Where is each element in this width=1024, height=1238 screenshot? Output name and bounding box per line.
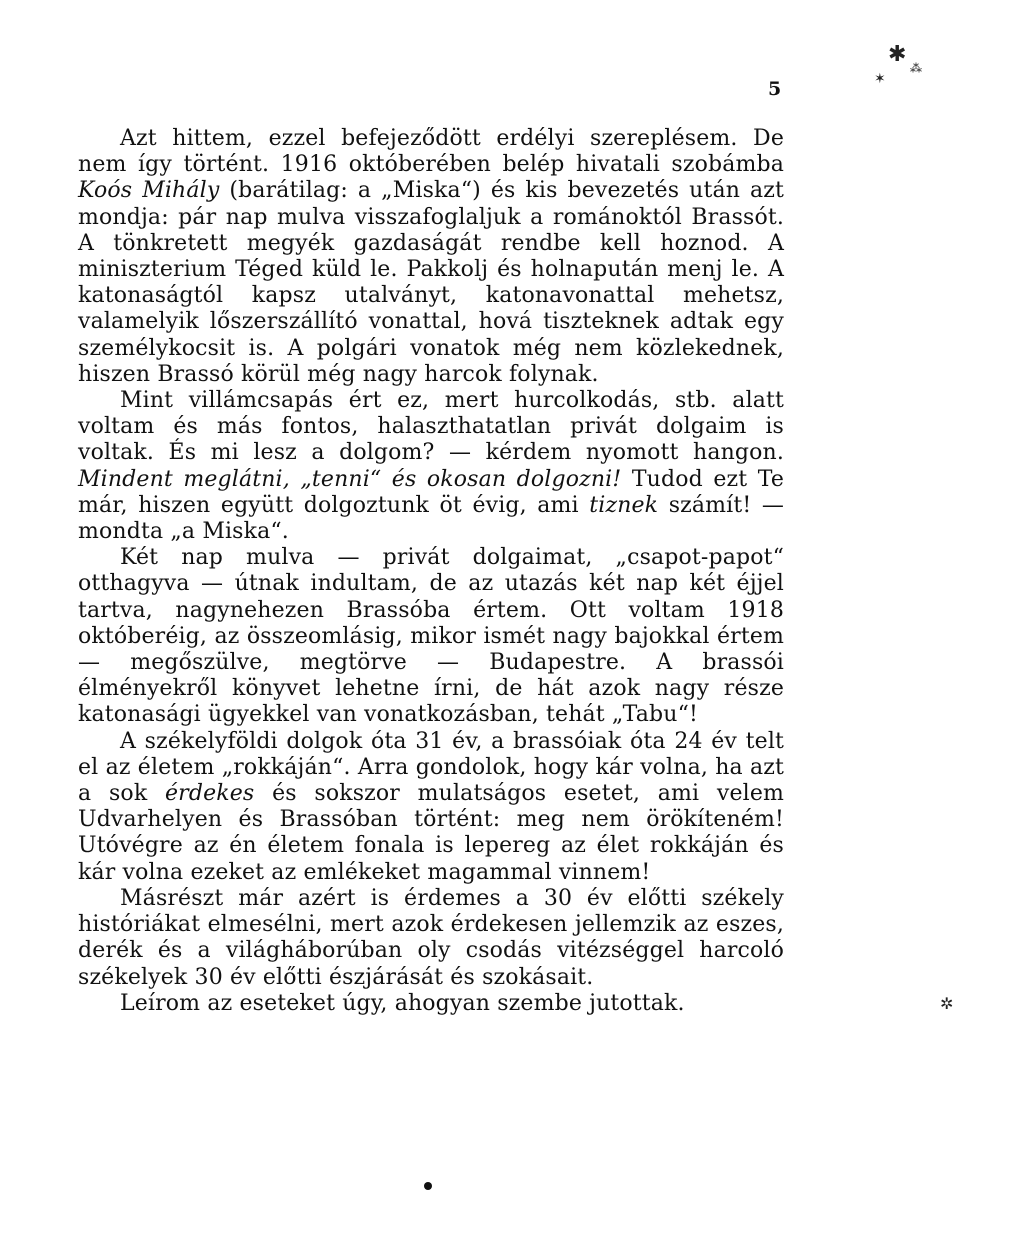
text-segment: Másrészt már azért is érdemes a 30 év előtti székely históriákat elmesélni, mert azok érdekesen jellemzik az eszes, derék és a világháborúban oly csodás vitézséggel harcoló székelyek 30 év előtti észjárását és szokásait.: [78, 885, 784, 990]
text-segment: Azt hittem, ezzel befejeződött erdélyi szereplésem. De nem így történt. 1916 októberében belép hivatali szobámba: [78, 126, 784, 178]
ink-speck-mark: ✶: [874, 71, 886, 87]
text-segment: Tudod ezt Te már, hiszen együtt dolgoztunk öt évig, ami: [78, 466, 784, 518]
paragraph: [78, 545, 784, 728]
italic-text-segment: érdekes: [165, 781, 255, 807]
paragraph: [78, 126, 784, 388]
text-segment: számít! — mondta „a Miska“.: [78, 492, 785, 545]
text-segment: Leírom az eseteket úgy, ahogyan szembe jutottak.: [120, 990, 685, 1016]
footer-dot-mark: [424, 1182, 432, 1190]
page-number: 5: [768, 78, 782, 100]
book-page-text: [78, 126, 784, 1017]
ink-speck-mark: ✱: [888, 42, 907, 67]
text-segment: (barátilag: a „Miska“) és kis bevezetés után azt mondja: pár nap mulva visszafoglaljuk a románoktól Brassót. A tönkretett megyék gazdaságát rendbe kell hoznod. A miniszterium Téged küld le. Pakkolj és holnapután menj le. A katonaságtól kapsz utalványt, katonavonattal mehetsz, valamelyik lőszerszállító vonattal, hová tiszteknek adtak egy személykocsit is. A polgári vonatok még nem közlekednek, hiszen Brassó körül még nagy harcok folynak.: [78, 178, 784, 387]
paragraph: [78, 991, 784, 1017]
text-segment: Mint villámcsapás ért ez, mert hurcolkodás, stb. alatt voltam és más fontos, halaszthatatlan privát dolgaim is voltak. És mi lesz a dolgom? — kérdem nyomott hangon.: [78, 388, 784, 466]
paragraph: [78, 729, 784, 886]
italic-text-segment: Mindent meglátni, „tenni“ és okosan dolgozni!: [78, 466, 622, 492]
text-segment: Két nap mulva — privát dolgaimat, „csapot-papot“ otthagyva — útnak indultam, de az utazás két nap két éjjel tartva, nagynehezen Brassóba értem. Ott voltam 1918 októberéig, az összeomlásig, mikor ismét nagy bajokkal értem — megőszülve, megtörve — Budapestre. A brassói élményekről könyvet lehetne írni, de hát azok nagy része katonasági ügyekkel van vonatkozásban, tehát „Tabu“!: [78, 545, 784, 728]
italic-text-segment: Koós Mihály: [78, 178, 220, 204]
italic-text-segment: tiznek: [589, 492, 659, 518]
text-segment: A székelyföldi dolgok óta 31 év, a brassóiak óta 24 év telt el az életem „rokkáján“. Arra gondolok, hogy kár volna, ha azt a sok: [78, 728, 784, 807]
text-segment: és sokszor mulatságos esetet, ami velem Udvarhelyen és Brassóban történt: meg nem örökíteném! Utóvégre az én életem fonala is lepereg az élet rokkáján és kár volna ezeket az emlékeket magammal vinnem!: [78, 781, 784, 885]
ink-speck-mark: ✲: [940, 994, 954, 1013]
ink-speck-mark: ⁂: [910, 61, 922, 75]
paragraph: [78, 886, 784, 991]
paragraph: [78, 388, 784, 545]
